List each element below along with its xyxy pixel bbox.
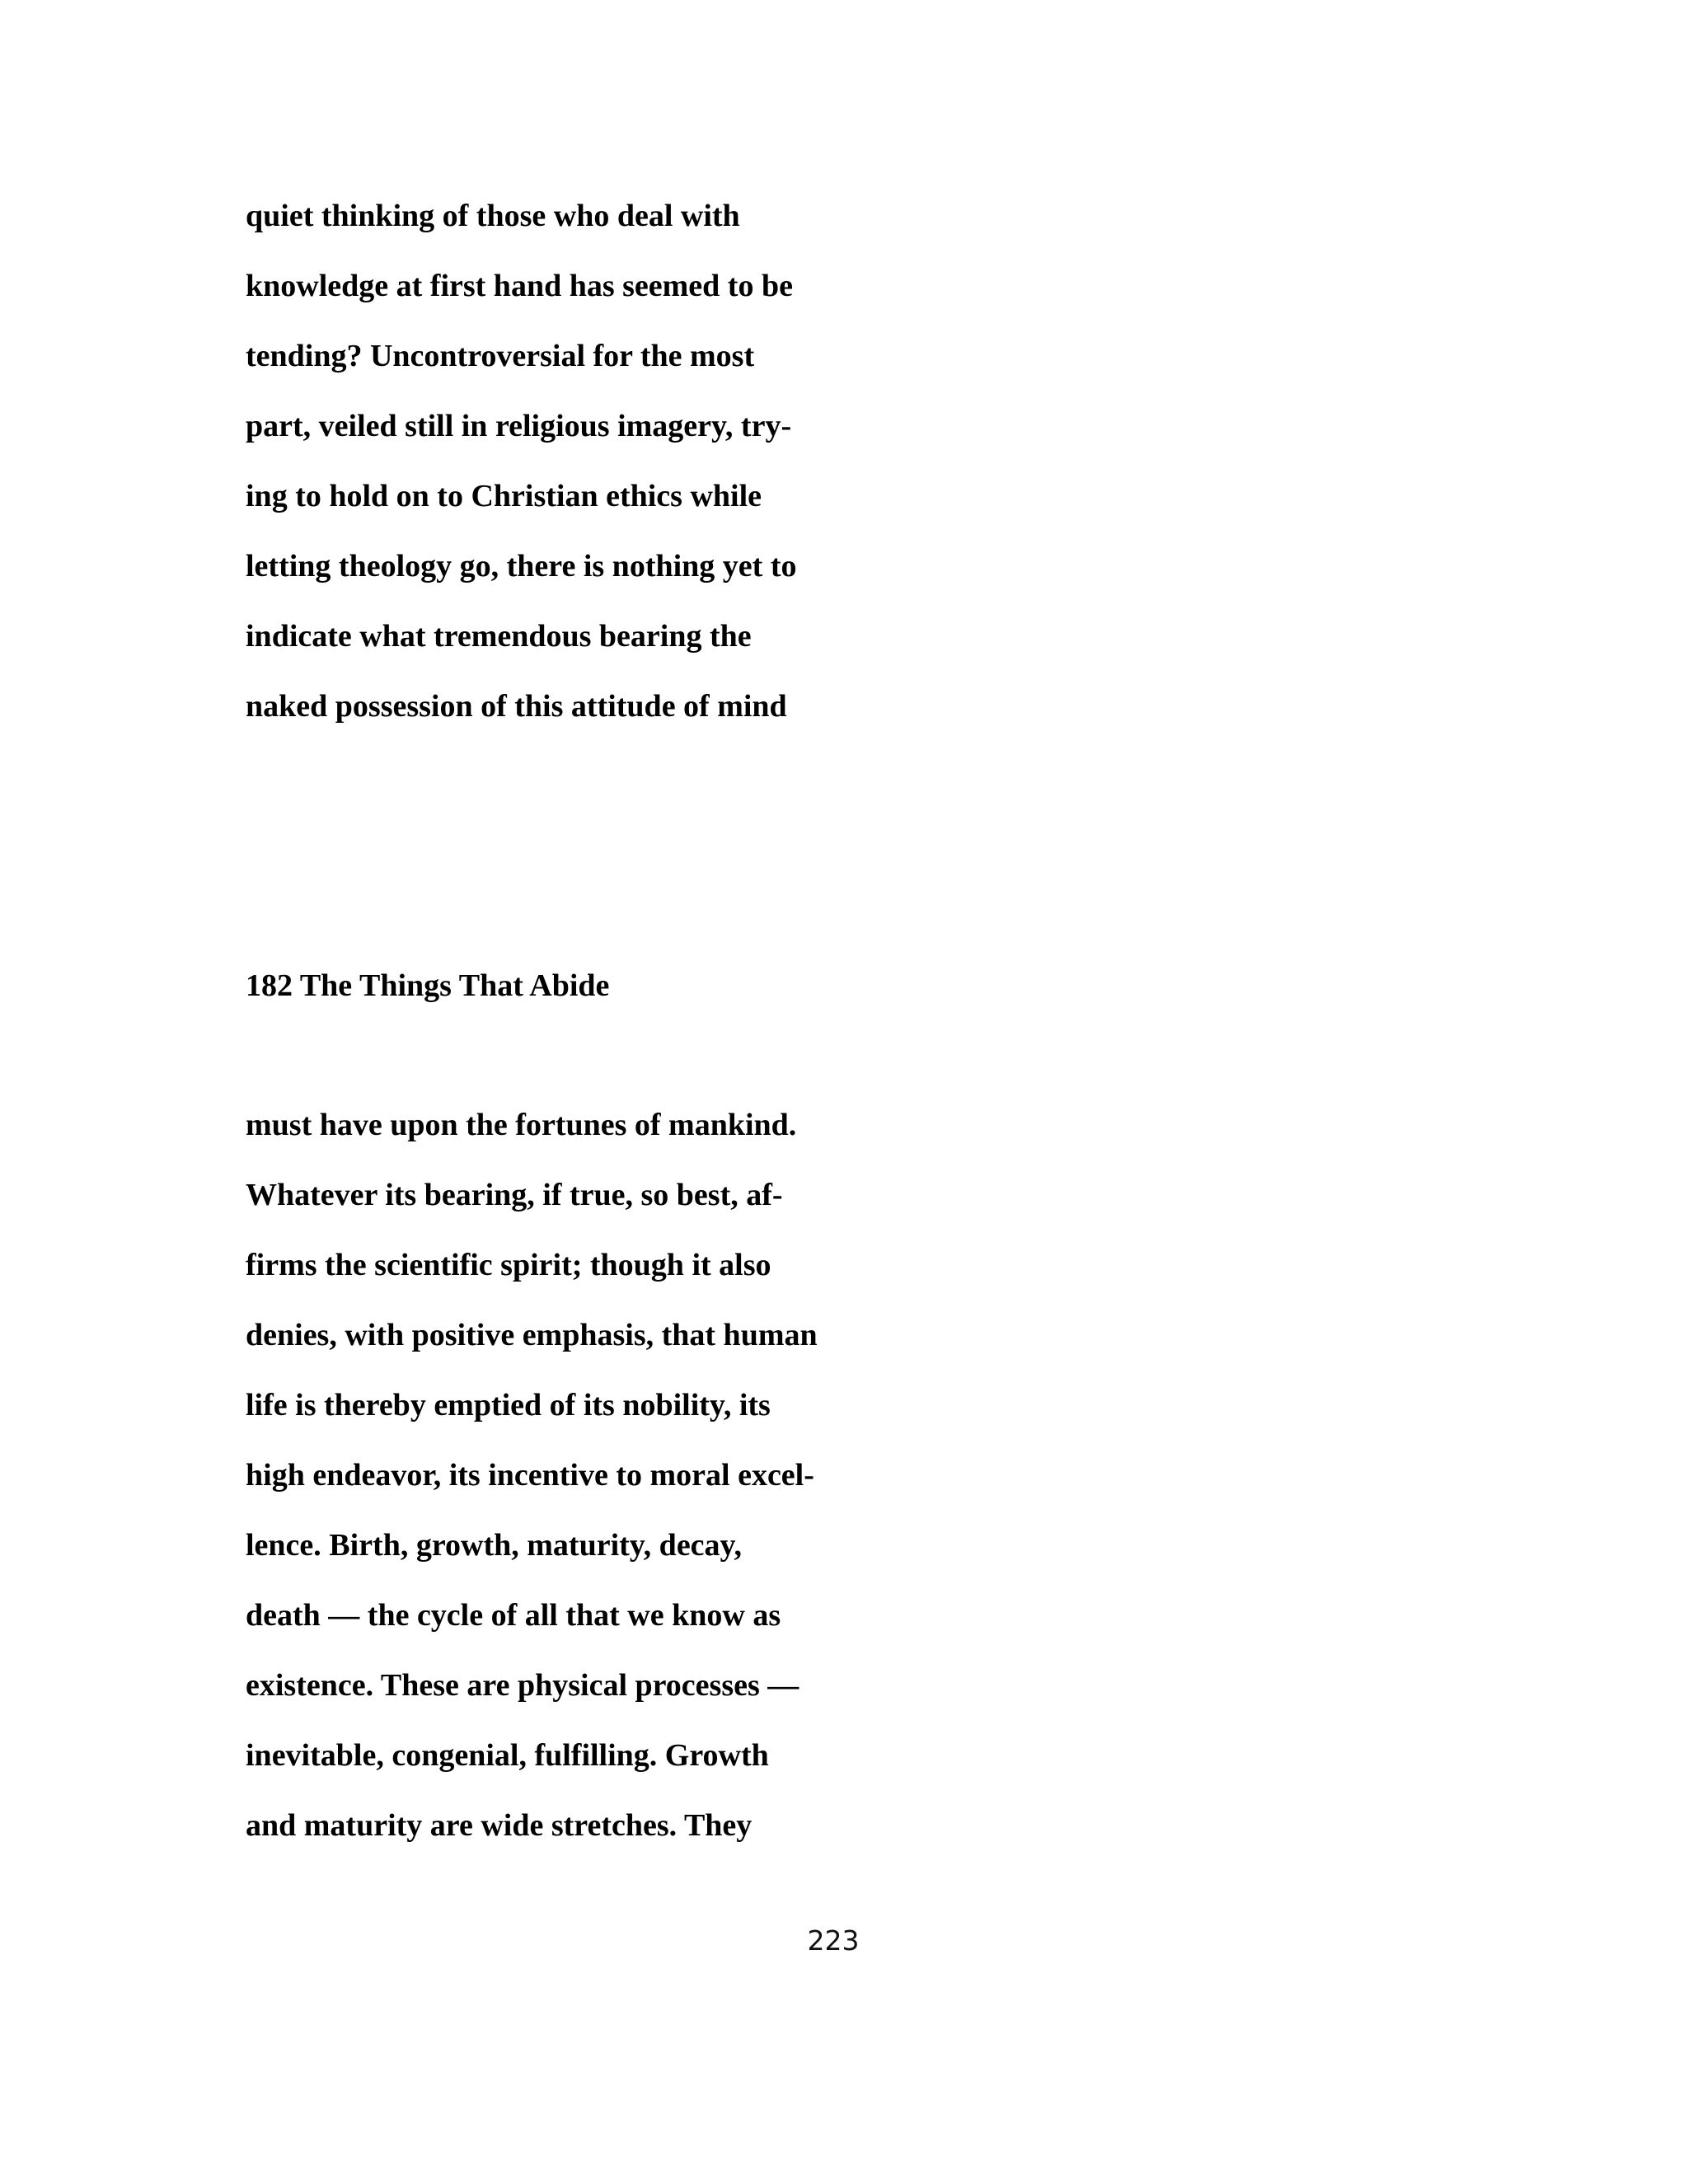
text-line: high endeavor, its incentive to moral excel- — [246, 1458, 814, 1493]
text-line: must have upon the fortunes of mankind. — [246, 1108, 797, 1142]
text-line: life is thereby emptied of its nobility, its — [246, 1388, 771, 1422]
text-line: existence. These are physical processes — — [246, 1668, 799, 1703]
text-line: inevitable, congenial, fulfilling. Growth — [246, 1738, 769, 1773]
top-paragraph — [246, 198, 796, 758]
text-line: and maturity are wide stretches. They — [246, 1808, 753, 1843]
bottom-paragraph — [246, 1107, 818, 1877]
text-line: tending? Uncontroversial for the most — [246, 339, 755, 373]
text-line: denies, with positive emphasis, that human — [246, 1318, 818, 1352]
text-line: firms the scientific spirit; though it also — [246, 1248, 771, 1282]
running-head: 182 The Things That Abide — [246, 968, 610, 1003]
text-line: lence. Birth, growth, maturity, decay, — [246, 1528, 742, 1563]
text-line: Whatever its bearing, if true, so best, af- — [246, 1178, 783, 1212]
text-line: quiet thinking of those who deal with — [246, 199, 740, 233]
text-line: ing to hold on to Christian ethics while — [246, 479, 762, 513]
text-line: indicate what tremendous bearing the — [246, 619, 752, 654]
text-line: part, veiled still in religious imagery, try- — [246, 409, 792, 443]
page-number: 223 — [807, 1924, 860, 1957]
text-line: death — the cycle of all that we know as — [246, 1598, 781, 1633]
text-line: knowledge at first hand has seemed to be — [246, 269, 793, 303]
text-line: naked possession of this attitude of mind — [246, 689, 787, 724]
text-line: letting theology go, there is nothing yet to — [246, 549, 797, 583]
